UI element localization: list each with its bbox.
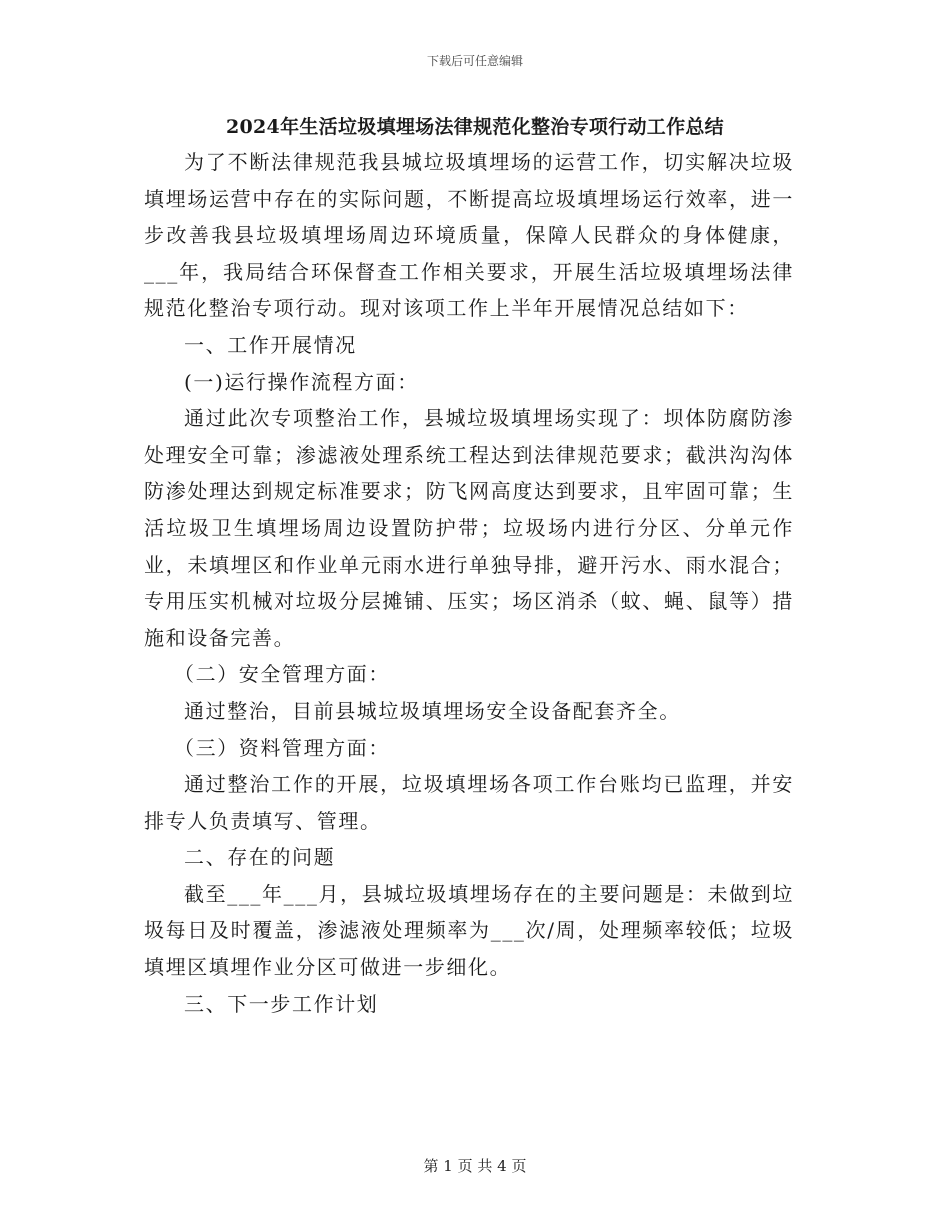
subsection-heading-2: （二）安全管理方面： [174, 662, 390, 687]
records-paragraph: 通过整治工作的开展，垃圾填埋场各项工作台账均已监理，并安排专人负责填写、管理。 [144, 772, 794, 833]
subsection-heading-1: (一)运行操作流程方面： [184, 369, 419, 394]
intro-paragraph: 为了不断法律规范我县城垃圾填埋场的运营工作，切实解决垃圾填埋场运营中存在的实际问题，不断提高垃圾填埋场运行效率，进一步改善我县垃圾填埋场周边环境质量，保障人民群众的身体健康，___年，我局结合环保督查工作相关要求，开展生活垃圾填埋场法律规范化整治专项行动。现对该项工作上半年开展情况总结如下： [144, 150, 794, 321]
operation-paragraph: 通过此次专项整治工作，县城垃圾填埋场实现了：坝体防腐防渗处理安全可靠；渗滤液处理系统工程达到法律规范要求；截洪沟沟体防渗处理达到规定标准要求；防飞网高度达到要求，且牢固可靠；生活垃圾卫生填埋场周边设置防护带；垃圾场内进行分区、分单元作业，未填埋区和作业单元雨水进行单独导排，避开污水、雨水混合；专用压实机械对垃圾分层摊铺、压实；场区消杀（蚊、蝇、鼠等）措施和设备完善。 [144, 406, 794, 650]
safety-paragraph: 通过整治，目前县城垃圾填埋场安全设备配套齐全。 [184, 698, 681, 723]
section-heading-3: 三、下一步工作计划 [184, 991, 379, 1016]
page-header-note: 下载后可任意编辑 [426, 54, 523, 68]
document-title: 2024年生活垃圾填埋场法律规范化整治专项行动工作总结 [226, 116, 724, 138]
document-body [144, 144, 794, 1022]
page-number: 第 1 页 共 4 页 [423, 1157, 527, 1175]
section-heading-2: 二、存在的问题 [184, 845, 336, 870]
section-heading-1: 一、工作开展情况 [184, 332, 357, 357]
subsection-heading-3: （三）资料管理方面： [174, 735, 390, 760]
problems-paragraph: 截至___年___月，县城垃圾填埋场存在的主要问题是：未做到垃圾每日及时覆盖，渗滤液处理频率为___次/周，处理频率较低；垃圾填埋区填埋作业分区可做进一步细化。 [144, 881, 794, 980]
